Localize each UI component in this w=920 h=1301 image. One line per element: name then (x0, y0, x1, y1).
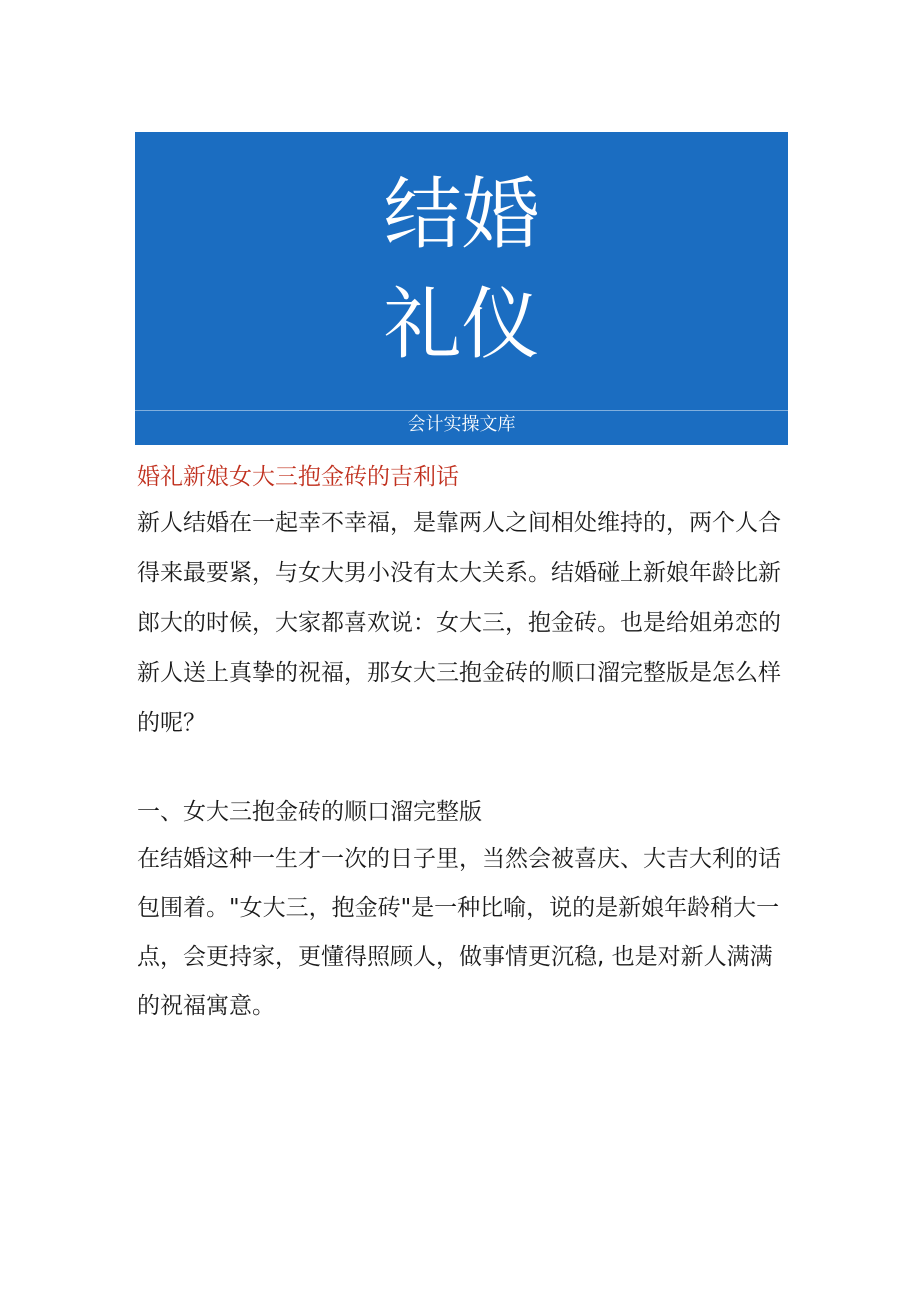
section-1-line: 在结婚这种一生才一次的日子里，当然会被喜庆、大吉大利的话 (137, 846, 781, 872)
intro-line: 的呢？ (137, 710, 206, 736)
section-1-heading: 一、女大三抱金砖的顺口溜完整版 (137, 799, 482, 825)
document-title: 婚礼新娘女大三抱金砖的吉利话 (137, 464, 459, 490)
section-1-line: 包围着。"女大三，抱金砖"是一种比喻，说的是新娘年龄稍大一 (137, 895, 780, 921)
cover-banner (135, 132, 788, 445)
intro-line: 新人结婚在一起幸不幸福，是靠两人之间相处维持的，两个人合 (137, 510, 781, 536)
intro-paragraph (137, 498, 797, 748)
section-1-paragraph (137, 835, 797, 1031)
section-1-line: 的祝福寓意。 (137, 993, 275, 1019)
banner-footer-label: 会计实操文库 (407, 414, 516, 435)
banner-title-line-1: 结婚 (383, 170, 540, 260)
intro-line: 得来最要紧，与女大男小没有太大关系。结婚碰上新娘年龄比新 (137, 560, 781, 586)
intro-line: 郎大的时候，大家都喜欢说：女大三，抱金砖。也是给姐弟恋的 (137, 610, 781, 636)
banner-divider (135, 410, 788, 411)
intro-line: 新人送上真挚的祝福，那女大三抱金砖的顺口溜完整版是怎么样 (137, 660, 781, 686)
banner-title-line-2: 礼仪 (383, 280, 540, 370)
section-1-line: 点，会更持家，更懂得照顾人，做事情更沉稳, 也是对新人满满 (137, 944, 773, 970)
